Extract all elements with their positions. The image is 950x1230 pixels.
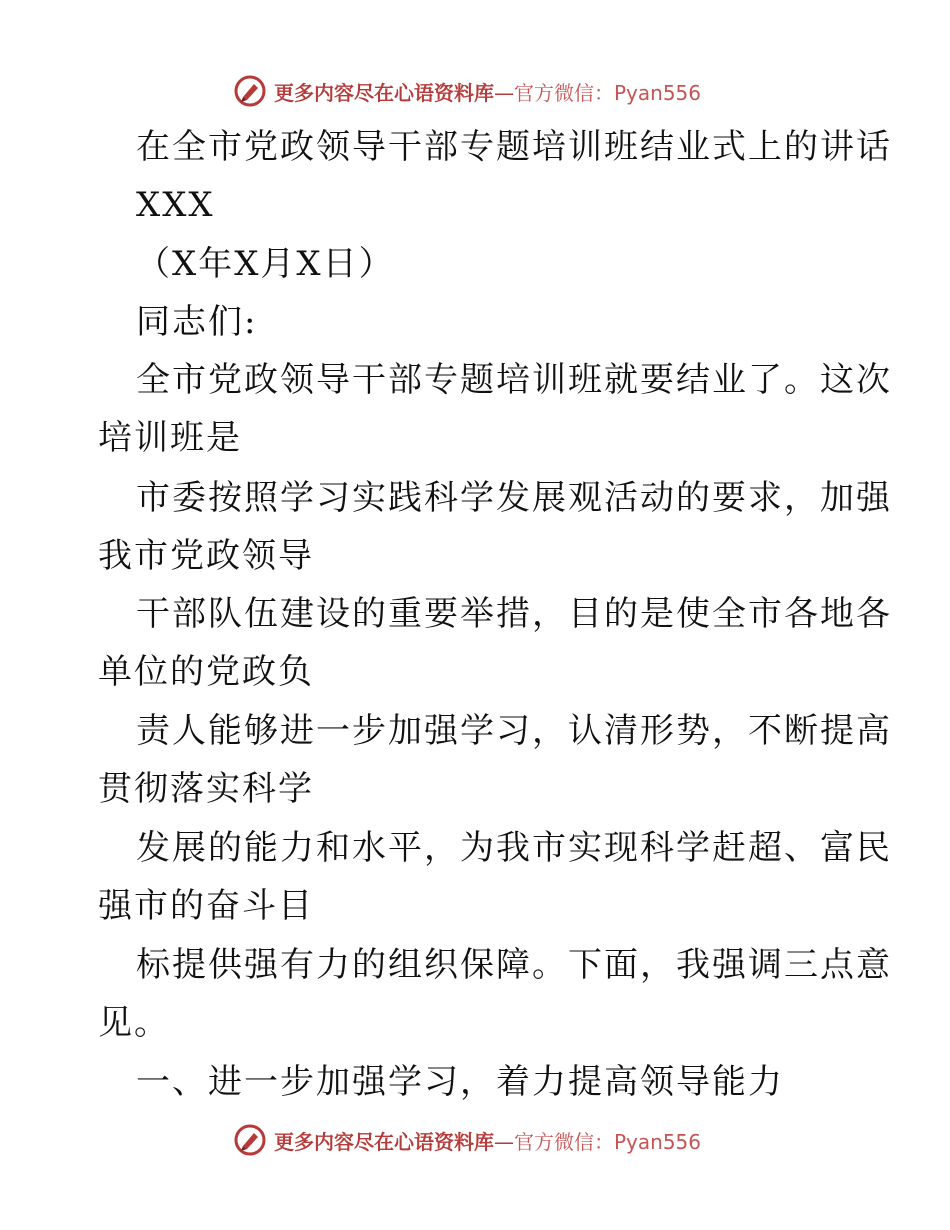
watermark-separator: — xyxy=(494,80,514,105)
watermark-text xyxy=(274,77,701,106)
watermark-main: 更多内容尽在心语资料库 xyxy=(274,1129,494,1154)
watermark-separator: — xyxy=(494,1129,514,1154)
watermark-main: 更多内容尽在心语资料库 xyxy=(274,80,494,105)
paragraph-line: 标提供强有力的组织保障。下面，我强调三点意 xyxy=(136,945,892,985)
watermark-wechat: 官方微信：Pyan556 xyxy=(514,80,702,105)
document-author: XXX xyxy=(136,185,215,225)
paragraph-line: 见。 xyxy=(98,1003,170,1043)
pen-logo-icon xyxy=(234,75,266,107)
section-heading: 一、进一步加强学习，着力提高领导能力 xyxy=(136,1062,784,1102)
paragraph-line: 强市的奋斗目 xyxy=(98,886,314,926)
paragraph-line: 责人能够进一步加强学习，认清形势，不断提高 xyxy=(136,711,892,751)
watermark-footer xyxy=(234,1121,701,1159)
document-salutation: 同志们: xyxy=(136,302,258,342)
watermark-wechat: 官方微信：Pyan556 xyxy=(514,1129,702,1154)
paragraph-line: 培训班是 xyxy=(98,418,242,458)
pen-logo-icon xyxy=(234,1124,266,1156)
document-date: （X年X月X日） xyxy=(136,244,395,284)
watermark-text xyxy=(274,1126,701,1155)
paragraph-line: 我市党政领导 xyxy=(98,536,314,576)
paragraph-line: 全市党政领导干部专题培训班就要结业了。这次 xyxy=(136,360,892,400)
watermark-header xyxy=(234,72,701,110)
paragraph-line: 单位的党政负 xyxy=(98,652,314,692)
document-title: 在全市党政领导干部专题培训班结业式上的讲话 xyxy=(136,127,892,167)
paragraph-line: 发展的能力和水平，为我市实现科学赶超、富民 xyxy=(136,828,892,868)
paragraph-line: 市委按照学习实践科学发展观活动的要求，加强 xyxy=(136,478,892,518)
paragraph-line: 贯彻落实科学 xyxy=(98,769,314,809)
paragraph-line: 干部队伍建设的重要举措，目的是使全市各地各 xyxy=(136,594,892,634)
